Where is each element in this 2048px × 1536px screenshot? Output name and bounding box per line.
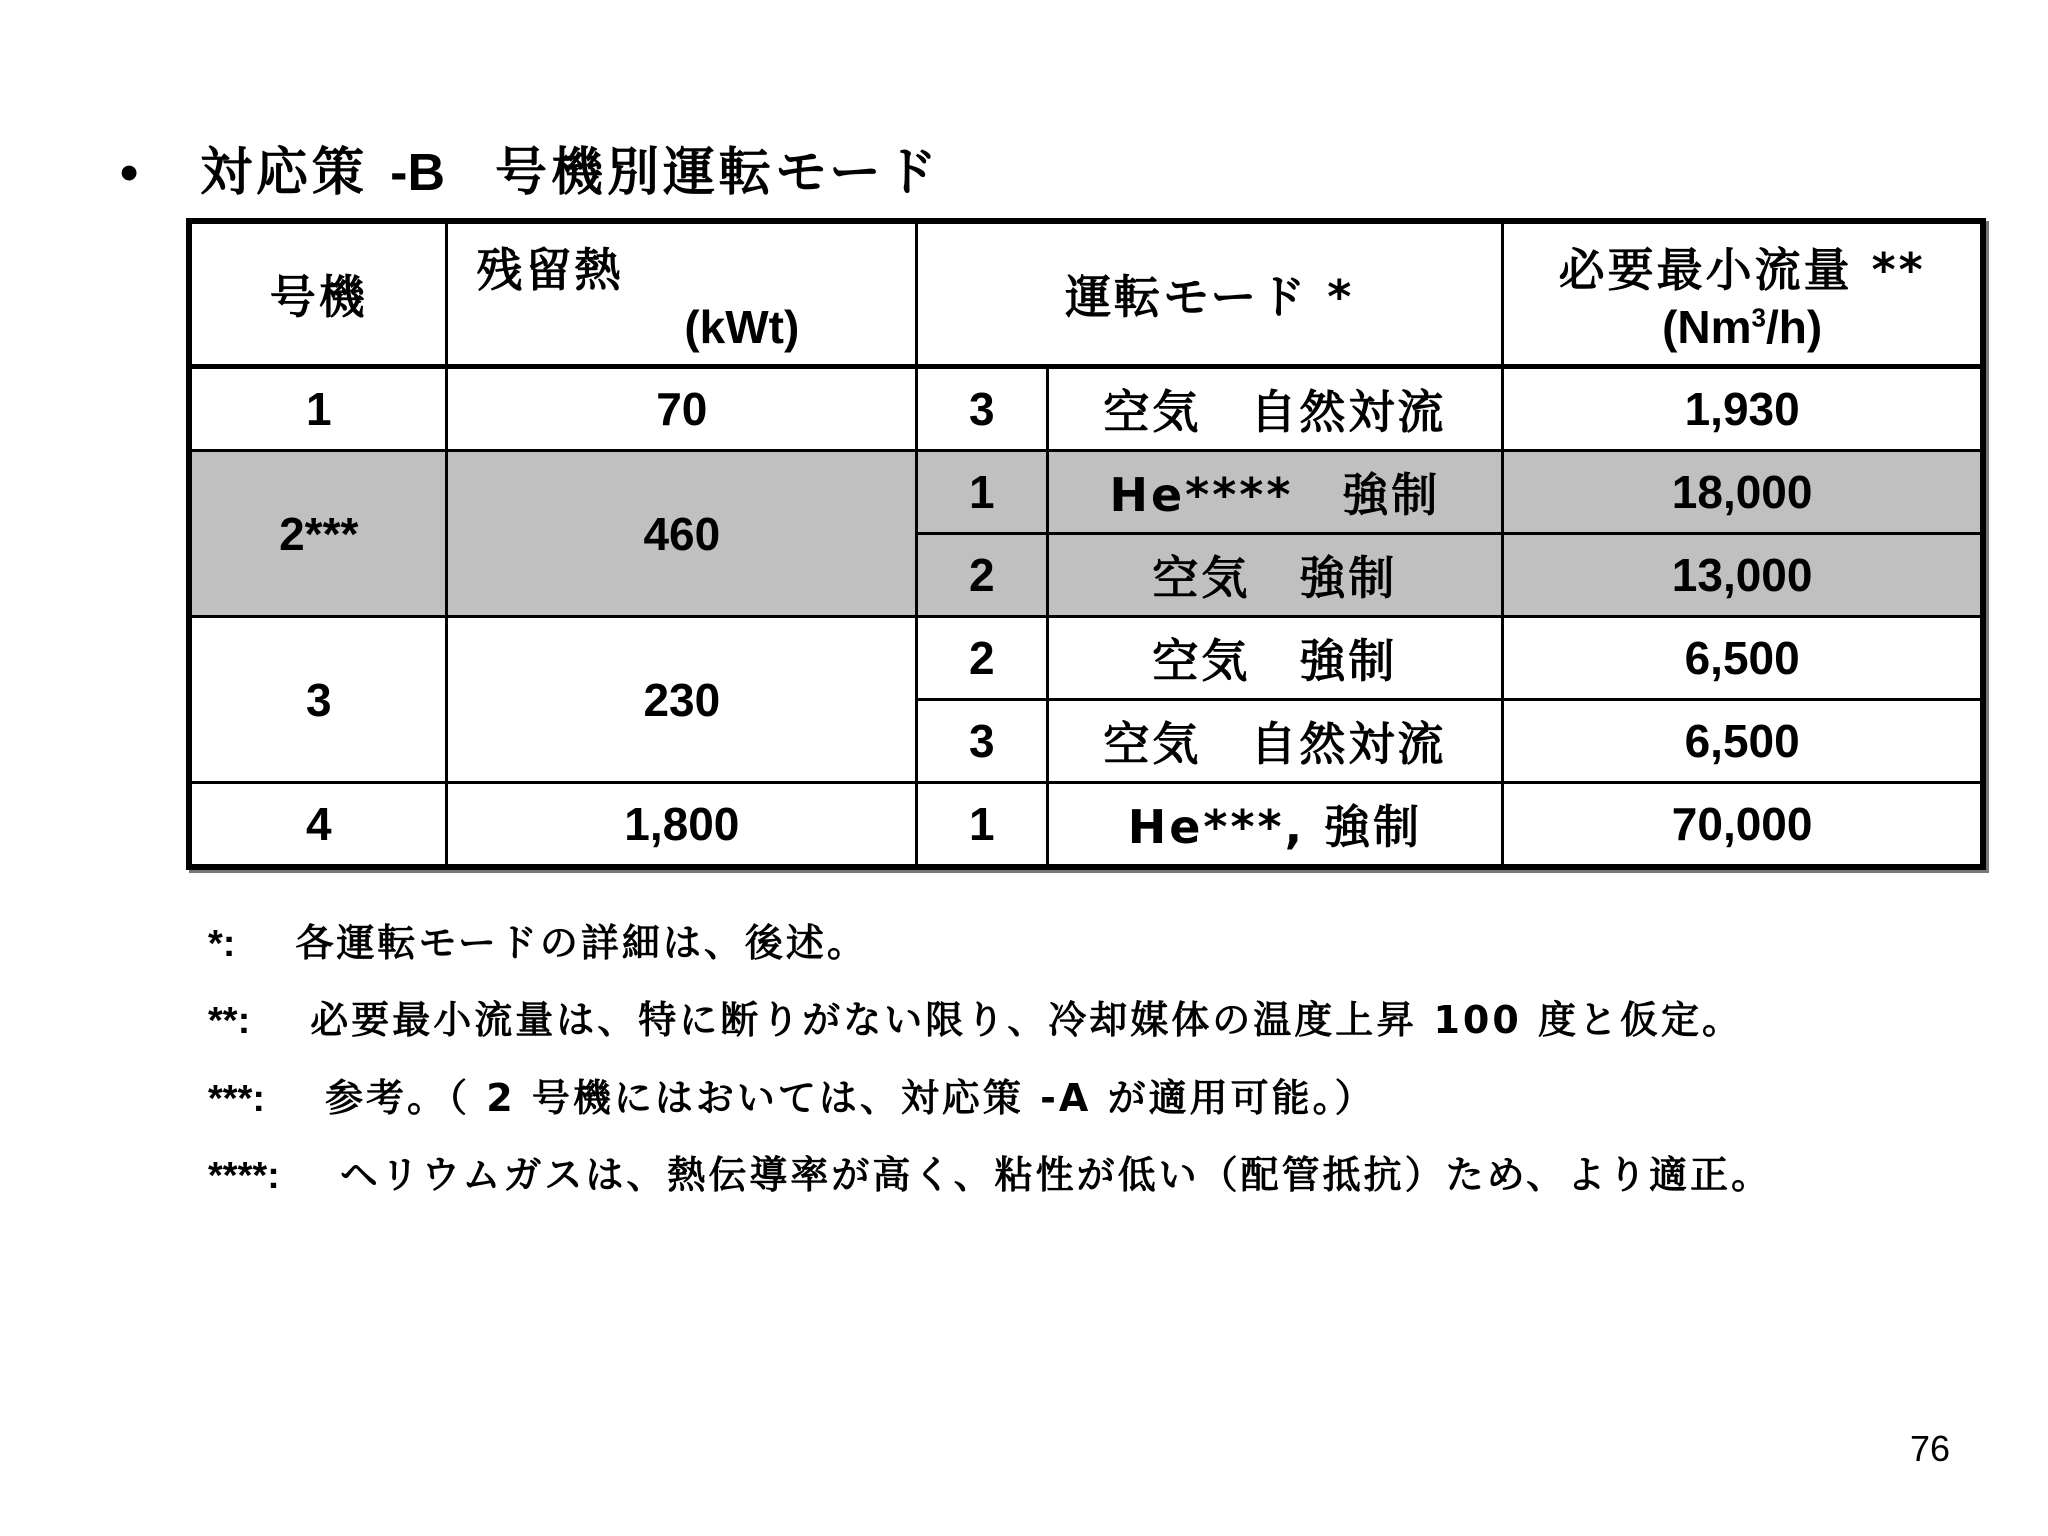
footnote-mark: ***: xyxy=(208,1077,266,1120)
unit-cell: 2*** xyxy=(189,451,447,617)
table-row xyxy=(189,451,1983,534)
operation-mode-table xyxy=(186,218,1986,870)
header-operation-mode: 運転モード * xyxy=(917,221,1503,367)
flow-cell: 6,500 xyxy=(1503,617,1983,700)
unit-cell: 1 xyxy=(189,367,447,451)
mode-desc-cell: 空気 強制 xyxy=(1047,617,1503,700)
mode-no-cell: 1 xyxy=(917,783,1047,868)
table-header-row xyxy=(189,221,1983,367)
heat-cell: 460 xyxy=(447,451,917,617)
mode-desc-cell: 空気 強制 xyxy=(1047,534,1503,617)
header-flow-label: 必要最小流量 ** xyxy=(1558,243,1926,297)
unit-cell: 3 xyxy=(189,617,447,783)
bullet-icon: • xyxy=(120,144,143,202)
header-min-flow xyxy=(1503,221,1983,367)
footnote-text: 各運転モードの詳細は、後述。 xyxy=(295,921,868,965)
unit-cell: 4 xyxy=(189,783,447,868)
mode-no-cell: 2 xyxy=(917,617,1047,700)
header-unit: 号機 xyxy=(189,221,447,367)
flow-unit-b: /h) xyxy=(1766,301,1823,353)
title-suffix: -B xyxy=(390,144,445,202)
slide-title xyxy=(120,130,941,205)
table-row xyxy=(189,367,1983,451)
footnotes xyxy=(208,920,1888,1229)
header-heat-unit: (kWt) xyxy=(684,301,800,353)
mode-no-cell: 2 xyxy=(917,534,1047,617)
page-number: 76 xyxy=(1909,1428,1950,1469)
mode-desc-cell: 空気 自然対流 xyxy=(1047,700,1503,783)
flow-cell: 13,000 xyxy=(1503,534,1983,617)
table-row xyxy=(189,617,1983,700)
header-flow-unit xyxy=(1504,300,1980,354)
heat-cell: 70 xyxy=(447,367,917,451)
flow-unit-a: (Nm xyxy=(1662,301,1752,353)
footnote xyxy=(208,997,1888,1044)
footnote-mark: ****: xyxy=(208,1155,280,1198)
footnote-text: 必要最小流量は、特に断りがない限り、冷却媒体の温度上昇 100 度と仮定。 xyxy=(310,998,1744,1043)
title-prefix: 対応策 xyxy=(200,143,369,203)
header-residual-heat xyxy=(447,221,917,367)
flow-cell: 1,930 xyxy=(1503,367,1983,451)
footnote xyxy=(208,1075,1888,1122)
heat-cell: 230 xyxy=(447,617,917,783)
title-text: 号機別運転モード xyxy=(495,143,941,203)
footnote xyxy=(208,1152,1888,1199)
mode-no-cell: 3 xyxy=(917,700,1047,783)
flow-cell: 6,500 xyxy=(1503,700,1983,783)
footnote-mark: *: xyxy=(208,923,236,965)
flow-cell: 18,000 xyxy=(1503,451,1983,534)
heat-cell: 1,800 xyxy=(447,783,917,868)
table-row xyxy=(189,783,1983,868)
footnote-mark: **: xyxy=(208,1000,251,1043)
footnote xyxy=(208,920,1888,967)
mode-no-cell: 1 xyxy=(917,451,1047,534)
mode-no-cell: 3 xyxy=(917,367,1047,451)
mode-desc-cell: He**** 強制 xyxy=(1047,451,1503,534)
flow-unit-sup: 3 xyxy=(1751,302,1766,333)
mode-desc-cell: 空気 自然対流 xyxy=(1047,367,1503,451)
mode-desc-cell: He***, 強制 xyxy=(1047,783,1503,868)
footnote-text: 参考。（ 2 号機にはおいては、対応策 -A が適用可能。） xyxy=(325,1075,1376,1120)
header-heat-label: 残留熱 xyxy=(476,243,624,297)
flow-cell: 70,000 xyxy=(1503,783,1983,868)
footnote-text: ヘリウムガスは、熱伝導率が高く、粘性が低い（配管抵抗）ため、より適正。 xyxy=(339,1153,1773,1198)
